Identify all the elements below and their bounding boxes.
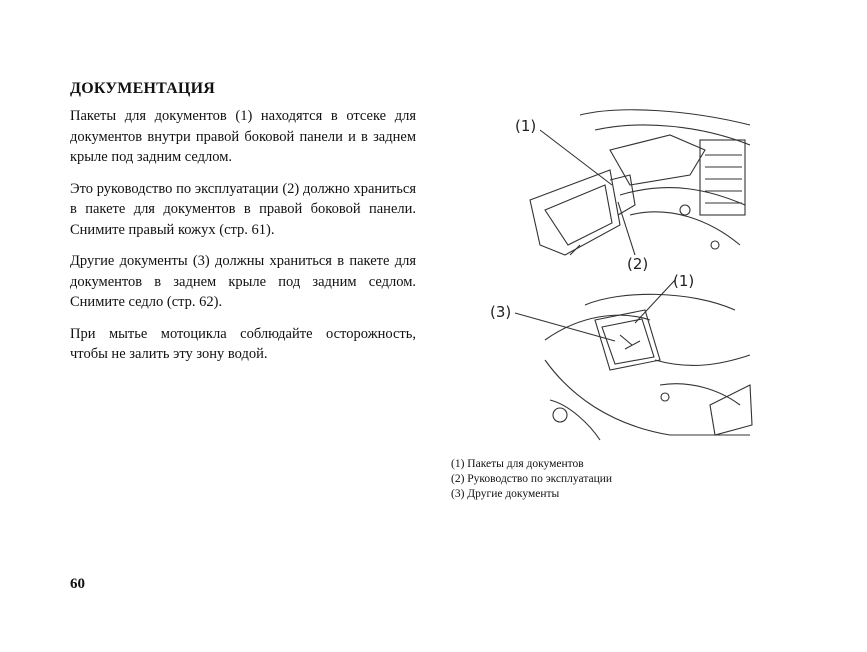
paragraph-3: Другие документы (3) должны храниться в пакете для документов в заднем крыле под задним седлом. Снимите седло (стр. 62). bbox=[70, 253, 416, 310]
illustration-drawing bbox=[470, 105, 770, 450]
figure-label-bottom-1: (1) bbox=[673, 272, 695, 290]
page-number: 60 bbox=[70, 576, 85, 592]
figure-label-bottom-3: (3) bbox=[490, 303, 512, 321]
paragraph-2: Это руководство по эксплуатации (2) должно храниться в пакете для документов в правой боковой панели. Снимите правый кожух (стр. 61). bbox=[70, 180, 416, 238]
figure-label-top-1: (1) bbox=[515, 117, 537, 135]
paragraph-1: Пакеты для документов (1) находятся в отсеке для документов внутри правой боковой панели и в заднем крыле под задним седлом. bbox=[70, 108, 416, 165]
page-title: ДОКУМЕНТАЦИЯ bbox=[70, 80, 215, 97]
figure-label-top-2: (2) bbox=[627, 255, 649, 273]
legend-item-2: (2) Руководство по эксплуатации bbox=[451, 473, 613, 485]
figure-legend bbox=[451, 457, 612, 502]
body-text bbox=[70, 106, 416, 376]
paragraph-4: При мытье мотоцикла соблюдайте осторожность, чтобы не залить эту зону водой. bbox=[70, 325, 416, 362]
legend-item-3: (3) Другие документы bbox=[451, 488, 560, 500]
legend-item-1: (1) Пакеты для документов bbox=[451, 458, 584, 470]
motorcycle-illustration bbox=[470, 105, 770, 450]
